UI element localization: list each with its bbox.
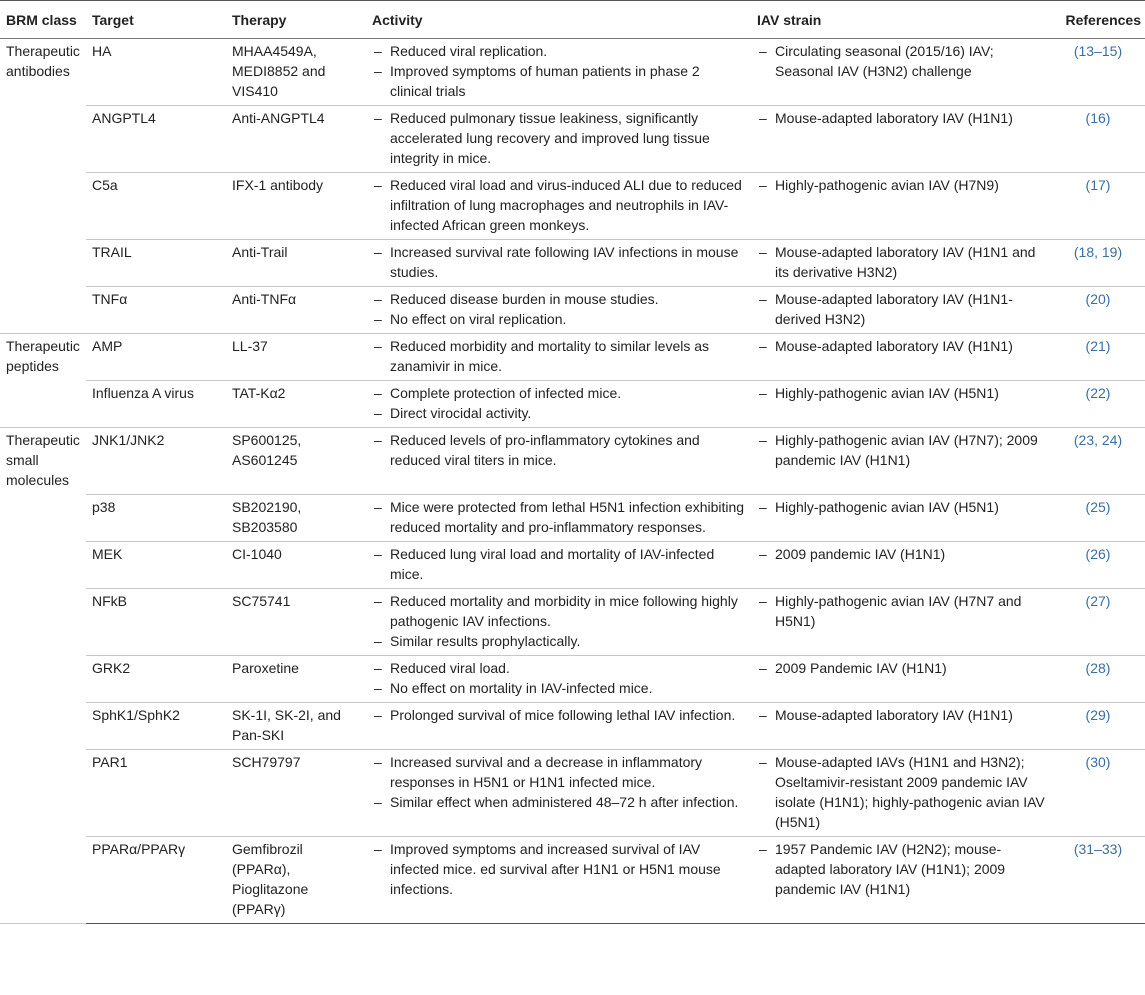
cell-therapy: Anti-ANGPTL4 bbox=[226, 106, 366, 173]
cell-references: (27) bbox=[1051, 588, 1145, 655]
table-header bbox=[0, 1, 1145, 39]
cell-brm-class bbox=[0, 494, 86, 541]
cell-references: (16) bbox=[1051, 106, 1145, 173]
cell-iav-strain bbox=[751, 334, 1051, 381]
cell-brm-class bbox=[0, 173, 86, 240]
header-target: Target bbox=[86, 1, 226, 39]
cell-activity bbox=[366, 173, 751, 240]
list-item: – Increased survival and a decrease in inflammatory responses in H5N1 or H1N1 infected mice. bbox=[372, 752, 745, 792]
table-row bbox=[0, 106, 1145, 173]
list-item: – 2009 Pandemic IAV (H1N1) bbox=[757, 658, 1045, 678]
cell-brm-class bbox=[0, 702, 86, 749]
cell-therapy: IFX-1 antibody bbox=[226, 173, 366, 240]
cell-therapy: LL-37 bbox=[226, 334, 366, 381]
table-row bbox=[0, 494, 1145, 541]
cell-therapy: SB202190, SB203580 bbox=[226, 494, 366, 541]
cell-target: TRAIL bbox=[86, 240, 226, 287]
cell-therapy: Paroxetine bbox=[226, 655, 366, 702]
cell-references: (25) bbox=[1051, 494, 1145, 541]
cell-target: ANGPTL4 bbox=[86, 106, 226, 173]
list-item: – Highly-pathogenic avian IAV (H5N1) bbox=[757, 383, 1045, 403]
cell-activity bbox=[366, 541, 751, 588]
cell-iav-strain bbox=[751, 749, 1051, 836]
cell-iav-strain bbox=[751, 381, 1051, 428]
cell-activity bbox=[366, 381, 751, 428]
list-item: – 1957 Pandemic IAV (H2N2); mouse-adapted laboratory IAV (H1N1); 2009 pandemic IAV (H1N1) bbox=[757, 839, 1045, 899]
header-therapy: Therapy bbox=[226, 1, 366, 39]
list-item: – Increased survival rate following IAV infections in mouse studies. bbox=[372, 242, 745, 282]
cell-references: (26) bbox=[1051, 541, 1145, 588]
cell-references: (30) bbox=[1051, 749, 1145, 836]
cell-iav-strain bbox=[751, 702, 1051, 749]
table-row bbox=[0, 749, 1145, 836]
cell-activity bbox=[366, 655, 751, 702]
cell-references: (22) bbox=[1051, 381, 1145, 428]
list-item: – 2009 pandemic IAV (H1N1) bbox=[757, 544, 1045, 564]
table-row bbox=[0, 541, 1145, 588]
cell-therapy: Anti-Trail bbox=[226, 240, 366, 287]
list-item: – Similar effect when administered 48–72 h after infection. bbox=[372, 792, 745, 812]
list-item: – Reduced viral load. bbox=[372, 658, 745, 678]
cell-target: JNK1/JNK2 bbox=[86, 428, 226, 495]
cell-therapy: Anti-TNFα bbox=[226, 287, 366, 334]
list-item: – Improved symptoms of human patients in phase 2 clinical trials bbox=[372, 61, 745, 101]
cell-target: C5a bbox=[86, 173, 226, 240]
list-item: – Highly-pathogenic avian IAV (H7N9) bbox=[757, 175, 1045, 195]
list-item: – Mouse-adapted laboratory IAV (H1N1) bbox=[757, 108, 1045, 128]
list-item: – No effect on viral replication. bbox=[372, 309, 745, 329]
list-item: – Complete protection of infected mice. bbox=[372, 383, 745, 403]
cell-target: NFkB bbox=[86, 588, 226, 655]
cell-iav-strain bbox=[751, 173, 1051, 240]
cell-iav-strain bbox=[751, 655, 1051, 702]
table-row bbox=[0, 428, 1145, 495]
list-item: – Reduced viral load and virus-induced ALI due to reduced infiltration of lung macrophages and neutrophils in IAV-infected African green monkeys. bbox=[372, 175, 745, 235]
cell-activity bbox=[366, 494, 751, 541]
cell-therapy: TAT-Kα2 bbox=[226, 381, 366, 428]
header-brm-class: BRM class bbox=[0, 1, 86, 39]
cell-brm-class: Therapeutic peptides bbox=[6, 338, 80, 374]
cell-references: (31–33) bbox=[1051, 836, 1145, 923]
list-item: – Similar results prophylactically. bbox=[372, 631, 745, 651]
cell-iav-strain bbox=[751, 240, 1051, 287]
cell-therapy: SCH79797 bbox=[226, 749, 366, 836]
cell-iav-strain bbox=[751, 541, 1051, 588]
list-item: – Prolonged survival of mice following lethal IAV infection. bbox=[372, 705, 745, 725]
list-item: – Highly-pathogenic avian IAV (H7N7); 2009 pandemic IAV (H1N1) bbox=[757, 430, 1045, 470]
cell-therapy: SC75741 bbox=[226, 588, 366, 655]
cell-brm-class bbox=[0, 541, 86, 588]
list-item: – Reduced viral replication. bbox=[372, 41, 745, 61]
header-iav-strain: IAV strain bbox=[751, 1, 1051, 39]
list-item: – Reduced disease burden in mouse studies. bbox=[372, 289, 745, 309]
cell-target: Influenza A virus bbox=[86, 381, 226, 428]
list-item: – Improved symptoms and increased survival of IAV infected mice. ed survival after H1N1 or H5N1 mouse infections. bbox=[372, 839, 745, 899]
table-row bbox=[0, 588, 1145, 655]
list-item: – Mouse-adapted laboratory IAV (H1N1 and its derivative H3N2) bbox=[757, 242, 1045, 282]
table-row bbox=[0, 173, 1145, 240]
cell-therapy: MHAA4549A, MEDI8852 and VIS410 bbox=[226, 39, 366, 106]
cell-target: SphK1/SphK2 bbox=[86, 702, 226, 749]
cell-brm-class bbox=[0, 287, 86, 334]
cell-iav-strain bbox=[751, 588, 1051, 655]
cell-iav-strain bbox=[751, 106, 1051, 173]
cell-target: AMP bbox=[86, 334, 226, 381]
list-item: – Reduced pulmonary tissue leakiness, significantly accelerated lung recovery and improved lung tissue integrity in mice. bbox=[372, 108, 745, 168]
list-item: – Mouse-adapted laboratory IAV (H1N1) bbox=[757, 336, 1045, 356]
cell-iav-strain bbox=[751, 428, 1051, 495]
cell-brm-class bbox=[0, 749, 86, 836]
cell-references: (20) bbox=[1051, 287, 1145, 334]
cell-activity bbox=[366, 836, 751, 923]
list-item: – No effect on mortality in IAV-infected mice. bbox=[372, 678, 745, 698]
cell-brm-class bbox=[0, 106, 86, 173]
cell-references: (23, 24) bbox=[1051, 428, 1145, 495]
cell-therapy: SP600125, AS601245 bbox=[226, 428, 366, 495]
list-item: – Mouse-adapted IAVs (H1N1 and H3N2); Oseltamivir-resistant 2009 pandemic IAV isolate (H1N1); highly-pathogenic avian IAV (H5N1) bbox=[757, 752, 1045, 832]
list-item: – Reduced morbidity and mortality to similar levels as zanamivir in mice. bbox=[372, 336, 745, 376]
list-item: – Mouse-adapted laboratory IAV (H1N1) bbox=[757, 705, 1045, 725]
table-row bbox=[0, 39, 1145, 106]
cell-iav-strain bbox=[751, 287, 1051, 334]
cell-target: TNFα bbox=[86, 287, 226, 334]
list-item: – Reduced mortality and morbidity in mice following highly pathogenic IAV infections. bbox=[372, 591, 745, 631]
table-row bbox=[0, 287, 1145, 334]
cell-iav-strain bbox=[751, 39, 1051, 106]
table-row bbox=[0, 702, 1145, 749]
cell-brm-class bbox=[0, 588, 86, 655]
list-item: – Mice were protected from lethal H5N1 infection exhibiting reduced mortality and pro-inflammatory responses. bbox=[372, 497, 745, 537]
table-row bbox=[0, 655, 1145, 702]
cell-therapy: CI-1040 bbox=[226, 541, 366, 588]
list-item: – Reduced levels of pro-inflammatory cytokines and reduced viral titers in mice. bbox=[372, 430, 745, 470]
cell-activity bbox=[366, 334, 751, 381]
list-item: – Highly-pathogenic avian IAV (H7N7 and H5N1) bbox=[757, 591, 1045, 631]
cell-target: GRK2 bbox=[86, 655, 226, 702]
cell-target: HA bbox=[86, 39, 226, 106]
cell-iav-strain bbox=[751, 836, 1051, 923]
table-body bbox=[0, 39, 1145, 924]
list-item: – Reduced lung viral load and mortality of IAV-infected mice. bbox=[372, 544, 745, 584]
list-item: – Circulating seasonal (2015/16) IAV; Seasonal IAV (H3N2) challenge bbox=[757, 41, 1045, 81]
cell-target: MEK bbox=[86, 541, 226, 588]
cell-brm-class: Therapeutic antibodies bbox=[6, 43, 80, 79]
cell-references: (28) bbox=[1051, 655, 1145, 702]
header-activity: Activity bbox=[366, 1, 751, 39]
cell-brm-class: Therapeutic small molecules bbox=[6, 432, 80, 488]
cell-brm-class bbox=[0, 240, 86, 287]
cell-target: p38 bbox=[86, 494, 226, 541]
cell-references: (21) bbox=[1051, 334, 1145, 381]
cell-references: (13–15) bbox=[1051, 39, 1145, 106]
cell-activity bbox=[366, 287, 751, 334]
cell-activity bbox=[366, 428, 751, 495]
cell-brm-class bbox=[0, 655, 86, 702]
cell-target: PAR1 bbox=[86, 749, 226, 836]
cell-activity bbox=[366, 588, 751, 655]
cell-therapy: SK-1I, SK-2I, and Pan-SKI bbox=[226, 702, 366, 749]
list-item: – Mouse-adapted laboratory IAV (H1N1-derived H3N2) bbox=[757, 289, 1045, 329]
list-item: – Highly-pathogenic avian IAV (H5N1) bbox=[757, 497, 1045, 517]
table-row bbox=[0, 334, 1145, 381]
cell-activity bbox=[366, 749, 751, 836]
cell-references: (18, 19) bbox=[1051, 240, 1145, 287]
cell-activity bbox=[366, 106, 751, 173]
cell-brm-class bbox=[0, 836, 86, 923]
table-row bbox=[0, 836, 1145, 923]
list-item: – Direct virocidal activity. bbox=[372, 403, 745, 423]
cell-activity bbox=[366, 39, 751, 106]
header-references: References bbox=[1051, 1, 1145, 39]
cell-references: (29) bbox=[1051, 702, 1145, 749]
cell-iav-strain bbox=[751, 494, 1051, 541]
cell-target: PPARα/PPARγ bbox=[86, 836, 226, 923]
cell-references: (17) bbox=[1051, 173, 1145, 240]
cell-brm-class bbox=[0, 381, 86, 428]
table-row bbox=[0, 240, 1145, 287]
cell-therapy: Gemfibrozil (PPARα), Pioglitazone (PPARγ) bbox=[226, 836, 366, 923]
cell-activity bbox=[366, 240, 751, 287]
cell-activity bbox=[366, 702, 751, 749]
table-row bbox=[0, 381, 1145, 428]
